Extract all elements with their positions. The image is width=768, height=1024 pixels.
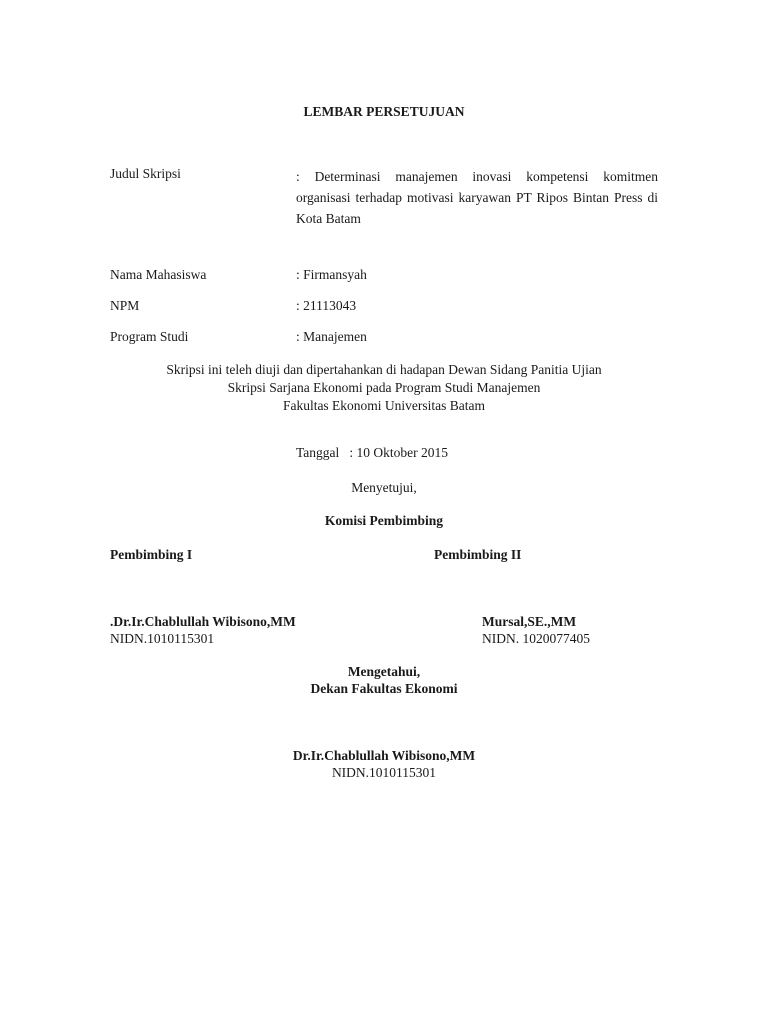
- pembimbing-2-label: Pembimbing II: [434, 547, 522, 562]
- prodi-value: : Manajemen: [296, 329, 367, 344]
- pembimbing-1-name: .Dr.Ir.Chablullah Wibisono,MM: [110, 614, 296, 629]
- nama-value: : Firmansyah: [296, 267, 367, 282]
- statement-line-2: Skripsi Sarjana Ekonomi pada Program Studi Manajemen: [227, 380, 541, 395]
- npm-value: : 21113043: [296, 298, 357, 313]
- pembimbing-1-label: Pembimbing I: [110, 547, 193, 562]
- prodi-label: Program Studi: [110, 329, 189, 344]
- menyetujui: Menyetujui,: [351, 480, 417, 495]
- mengetahui: Mengetahui,: [347, 664, 421, 679]
- judul-label: Judul Skripsi: [110, 166, 181, 181]
- statement-line-3: Fakultas Ekonomi Universitas Batam: [282, 398, 486, 413]
- tanggal: Tanggal : 10 Oktober 2015: [296, 445, 449, 460]
- pembimbing-2-name: Mursal,SE.,MM: [482, 614, 577, 629]
- judul-value: : Determinasi manajemen inovasi kompetensi komitmen organisasi terhadap motivasi karyawan PT Ripos Bintan Press di Kota Batam: [296, 169, 658, 226]
- pembimbing-1-nidn: NIDN.1010115301: [110, 631, 215, 646]
- dekan-title: Dekan Fakultas Ekonomi: [310, 681, 458, 696]
- nama-label: Nama Mahasiswa: [110, 267, 207, 282]
- komisi-pembimbing: Komisi Pembimbing: [324, 513, 444, 528]
- dekan-nidn: NIDN.1010115301: [331, 765, 437, 780]
- dekan-name: Dr.Ir.Chablullah Wibisono,MM: [292, 748, 476, 763]
- document-title: LEMBAR PERSETUJUAN: [303, 104, 465, 119]
- approval-statement: [110, 361, 658, 415]
- pembimbing-2-nidn: NIDN. 1020077405: [482, 631, 590, 646]
- npm-label: NPM: [110, 298, 140, 313]
- statement-line-1: Skripsi ini teleh diuji dan dipertahankan di hadapan Dewan Sidang Panitia Ujian: [166, 362, 602, 377]
